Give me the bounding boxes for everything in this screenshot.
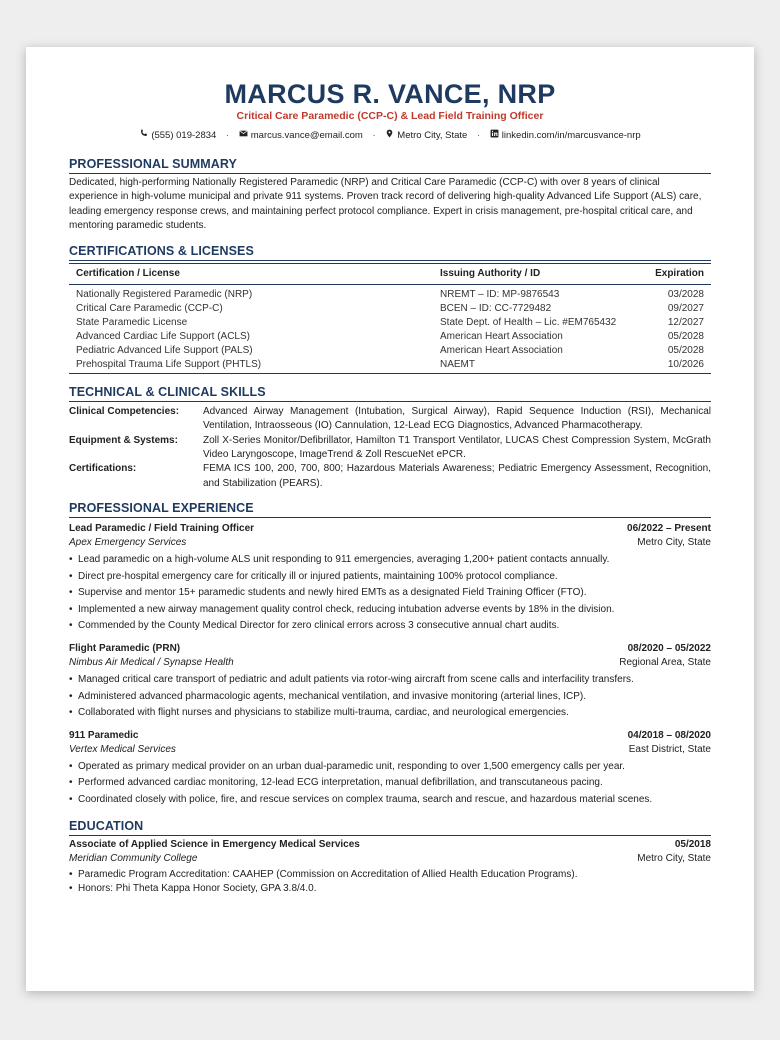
table-row: [69, 358, 711, 374]
list-item: • Commended by the County Medical Director for zero clinical errors across 3 consecutive annual chart audits.: [69, 618, 711, 635]
job-entry: [69, 522, 711, 635]
column-header-expiration: Expiration: [642, 264, 711, 285]
certification-authority: American Heart Association: [440, 345, 563, 357]
location-text: Metro City, State: [397, 129, 468, 141]
table-row: [69, 302, 711, 316]
certification-name: Prehospital Trauma Life Support (PHTLS): [76, 359, 262, 371]
job-dates: 04/2018 – 08/2020: [627, 729, 711, 741]
list-item: • Operated as primary medical provider on an urban dual-paramedic unit, responding to over 1,500 emergency calls per year.: [69, 759, 711, 776]
certification-name: Pediatric Advanced Life Support (PALS): [76, 345, 253, 357]
section-title-skills: TECHNICAL & CLINICAL SKILLS: [69, 385, 711, 402]
job-subheader: [69, 536, 711, 550]
contact-separator: ·: [225, 130, 230, 141]
job-organization: Vertex Medical Services: [69, 743, 176, 755]
education-subheader: [69, 852, 711, 866]
job-role: 911 Paramedic: [69, 729, 139, 741]
skill-row: [69, 434, 711, 463]
list-item: • Performed advanced cardiac monitoring, 12-lead ECG interpretation, manual defibrillation, and transcutaneous pacing.: [69, 775, 711, 792]
table-header-row: [69, 264, 711, 285]
certification-expiration: 03/2028: [667, 289, 704, 301]
job-location: Metro City, State: [637, 536, 711, 548]
table-row: [69, 344, 711, 358]
job-dates: 08/2020 – 05/2022: [627, 642, 711, 654]
job-entry: [69, 642, 711, 722]
job-bullets: [69, 759, 711, 809]
skill-label: Clinical Competencies:: [69, 406, 180, 418]
column-header-certification: Certification / License: [69, 264, 433, 285]
skill-text: FEMA ICS 100, 200, 700, 800; Hazardous Materials Awareness; Pediatric Emergency Assessment, Recognition, and Stabilization (PEARS).: [203, 463, 711, 489]
list-item: • Coordinated closely with police, fire, and rescue services on complex trauma, search and rescue, and hazardous material scenes.: [69, 792, 711, 809]
job-location: Regional Area, State: [619, 656, 711, 668]
skill-row: [69, 405, 711, 434]
contact-location: [385, 129, 467, 142]
contact-email[interactable]: [239, 129, 363, 142]
education-header: [69, 838, 711, 852]
contact-phone: [139, 129, 216, 142]
certifications-table: [69, 263, 711, 374]
job-bullets: [69, 552, 711, 635]
certification-authority: State Dept. of Health – Lic. #EM765432: [440, 317, 617, 329]
contact-separator: ·: [476, 130, 481, 141]
certification-expiration: 05/2028: [667, 331, 704, 343]
list-item: • Managed critical care transport of pediatric and adult patients via rotor-wing aircraft from scene calls and interfacility transfers.: [69, 672, 711, 689]
certification-name: Advanced Cardiac Life Support (ACLS): [76, 331, 250, 343]
email-text[interactable]: marcus.vance@email.com: [250, 129, 363, 141]
linkedin-icon: [490, 129, 499, 142]
list-item: • Lead paramedic on a high-volume ALS unit responding to 911 emergencies, averaging 1,200+ patient contacts annually.: [69, 552, 711, 569]
job-dates: 06/2022 – Present: [627, 522, 711, 534]
job-organization: Apex Emergency Services: [69, 536, 187, 548]
certification-authority: NAEMT: [440, 359, 475, 371]
certification-expiration: 09/2027: [667, 303, 704, 315]
list-item: • Supervise and mentor 15+ paramedic students and newly hired EMTs as a designated Field Training Officer (FTO).: [69, 585, 711, 602]
job-subheader: [69, 656, 711, 670]
skill-label: Certifications:: [69, 463, 137, 475]
list-item: • Implemented a new airway management quality control check, reducing intubation adverse events by 18% in the division.: [69, 602, 711, 619]
education-date: 05/2018: [674, 838, 711, 850]
job-bullets: [69, 672, 711, 722]
education-school: Meridian Community College: [69, 852, 198, 864]
resume-page: [26, 47, 754, 991]
resume-content: [69, 79, 711, 896]
list-item: • Collaborated with flight nurses and physicians to stabilize multi-trauma, cardiac, and neurological emergencies.: [69, 705, 711, 722]
job-header: [69, 522, 711, 536]
contact-linkedin[interactable]: [490, 129, 641, 142]
table-row: [69, 316, 711, 330]
list-item: • Administered advanced pharmacologic agents, mechanical ventilation, and invasive monitoring (arterial lines, ICP).: [69, 689, 711, 706]
job-header: [69, 642, 711, 656]
skills-list: [69, 405, 711, 491]
skill-text: Advanced Airway Management (Intubation, Surgical Airway), Rapid Sequence Induction (RSI), Mechanical Ventilation, Intraosseous (IO) Cannulation, 12-Lead ECG Diagnostics, Advanced Pharmacotherapy.: [203, 406, 711, 432]
certification-expiration: 10/2026: [667, 359, 704, 371]
job-location: East District, State: [628, 743, 711, 755]
certification-expiration: 12/2027: [667, 317, 704, 329]
skill-text: Zoll X-Series Monitor/Defibrillator, Hamilton T1 Transport Ventilator, LUCAS Chest Compression System, McGrath Video Laryngoscope, ImageTrend & Zoll RescueNet ePCR.: [203, 434, 711, 461]
education-location: Metro City, State: [637, 852, 711, 864]
education-bullets: [69, 868, 711, 896]
section-title-experience: PROFESSIONAL EXPERIENCE: [69, 501, 711, 518]
summary-text: Dedicated, high-performing Nationally Registered Paramedic (NRP) and Critical Care Paramedic (CCP-C) with over 8 years of clinical experience in high-volume municipal and private 911 systems. Proven track record of delivering high-quality Advanced Life Support (ALS) care, leading emergency response crews, and maintaining perfect protocol compliance. Expert in crisis management, pre-hospital critical care, and mentoring paramedic students.: [69, 177, 702, 231]
certification-authority: BCEN – ID: CC-7729482: [440, 303, 552, 315]
list-item: • Paramedic Program Accreditation: CAAHEP (Commission on Accreditation of Allied Health Education Programs).: [69, 868, 711, 882]
certification-name: State Paramedic License: [76, 317, 188, 329]
job-organization: Nimbus Air Medical / Synapse Health: [69, 656, 234, 668]
skill-row: [69, 462, 711, 491]
section-title-certifications: CERTIFICATIONS & LICENSES: [69, 244, 711, 261]
contact-line: [69, 129, 711, 142]
table-row: [69, 285, 711, 303]
job-role: Lead Paramedic / Field Training Officer: [69, 522, 255, 534]
section-title-education: EDUCATION: [69, 819, 711, 836]
envelope-icon: [239, 129, 248, 142]
section-title-summary: PROFESSIONAL SUMMARY: [69, 157, 711, 174]
list-item: • Direct pre-hospital emergency care for critically ill or injured patients, maintaining 100% protocol compliance.: [69, 569, 711, 586]
linkedin-text[interactable]: linkedin.com/in/marcusvance-nrp: [501, 129, 641, 141]
column-header-authority: Issuing Authority / ID: [433, 264, 642, 285]
education-entry: [69, 838, 711, 896]
education-degree: Associate of Applied Science in Emergency Medical Services: [69, 838, 360, 850]
certification-expiration: 05/2028: [667, 345, 704, 357]
phone-text: (555) 019-2834: [151, 129, 217, 141]
certification-authority: NREMT – ID: MP-9876543: [440, 289, 560, 301]
contact-separator: ·: [372, 130, 376, 141]
job-entry: [69, 729, 711, 809]
table-row: [69, 330, 711, 344]
candidate-name: MARCUS R. VANCE, NRP: [224, 79, 556, 109]
experience-list: [69, 522, 711, 809]
skill-label: Equipment & Systems:: [69, 434, 178, 446]
certification-name: Nationally Registered Paramedic (NRP): [76, 289, 253, 301]
list-item: • Honors: Phi Theta Kappa Honor Society, GPA 3.8/4.0.: [69, 882, 711, 896]
map-pin-icon: [385, 129, 394, 142]
certification-name: Critical Care Paramedic (CCP-C): [76, 303, 223, 315]
certification-authority: American Heart Association: [440, 331, 563, 343]
job-subheader: [69, 743, 711, 757]
job-role: Flight Paramedic (PRN): [69, 642, 181, 654]
candidate-title: Critical Care Paramedic (CCP-C) & Lead Field Training Officer: [236, 110, 544, 122]
phone-icon: [139, 129, 148, 142]
job-header: [69, 729, 711, 743]
